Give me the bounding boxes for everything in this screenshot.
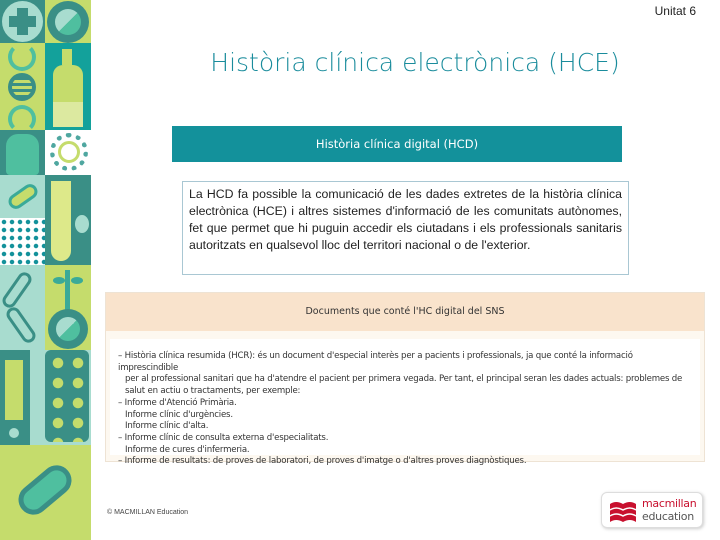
list-item: – Informe clínic de consulta externa d'especialitats. (118, 432, 329, 443)
logo-text-education: education (642, 510, 694, 523)
logo-text-macmillan: macmillan (642, 497, 697, 510)
list-item: salut en actiu o tractaments, per exemple: (125, 386, 301, 397)
dots-pattern (0, 218, 45, 265)
tooth-icon (0, 130, 45, 175)
decorative-health-strip (0, 0, 91, 540)
spray-bottle-icon (45, 43, 91, 130)
macmillan-mark-icon (610, 500, 636, 522)
virus-ring-icon (45, 130, 91, 175)
binder-icon (0, 350, 45, 445)
virus-icon (0, 445, 91, 540)
documents-title: Documents que conté l'HC digital del SNS (106, 293, 704, 331)
pill-icon (45, 0, 91, 43)
hcd-description: La HCD fa possible la comunicació de les dades extretes de la història clínica electrònica (HCE) i altres sistemes d'informació de les comunitats autònomes, fet que permet que hi puguin accedir els ciutadans i els professionals sanitaris autoritzats en qualsevol lloc del territori nacional o de l'exterior. (182, 181, 629, 275)
list-item: – Història clínica resumida (HCR): és un document d'especial interès per a pacients i professionals, ja que conté la informació imprescindible (118, 351, 633, 373)
pill-pack-icon (45, 350, 91, 445)
list-item: Informe clínic d'alta. (125, 421, 209, 432)
unit-label: Unitat 6 (654, 4, 696, 18)
cross-icon (0, 0, 45, 43)
page-title: Història clínica electrònica (HCE) (210, 48, 620, 77)
test-tube-icon (45, 175, 91, 265)
hcd-banner: Història clínica digital (HCD) (172, 126, 622, 162)
list-item: – Informe d'Atenció Primària. (118, 397, 237, 408)
documents-box (105, 292, 705, 467)
list-item: – Informe de resultats: de proves de laboratori, de proves d'imatge o d'altres proves diagnòstiques. (118, 456, 527, 467)
macmillan-logo (601, 492, 703, 528)
paperclip-icon (0, 265, 45, 350)
list-item: per al professional sanitari que ha d'atendre el pacient per primera vegada. Per tant, el principal seran les dades actuals: problemes de (125, 374, 683, 385)
documents-list (110, 339, 700, 467)
dna-icon (0, 43, 45, 130)
copyright: © MACMILLAN Education (107, 509, 189, 516)
plant-pill-icon (45, 265, 91, 350)
bacterium-icon (0, 175, 45, 218)
list-item: Informe clínic d'urgències. (125, 409, 233, 420)
list-item: Informe de cures d'infermeria. (125, 444, 250, 455)
